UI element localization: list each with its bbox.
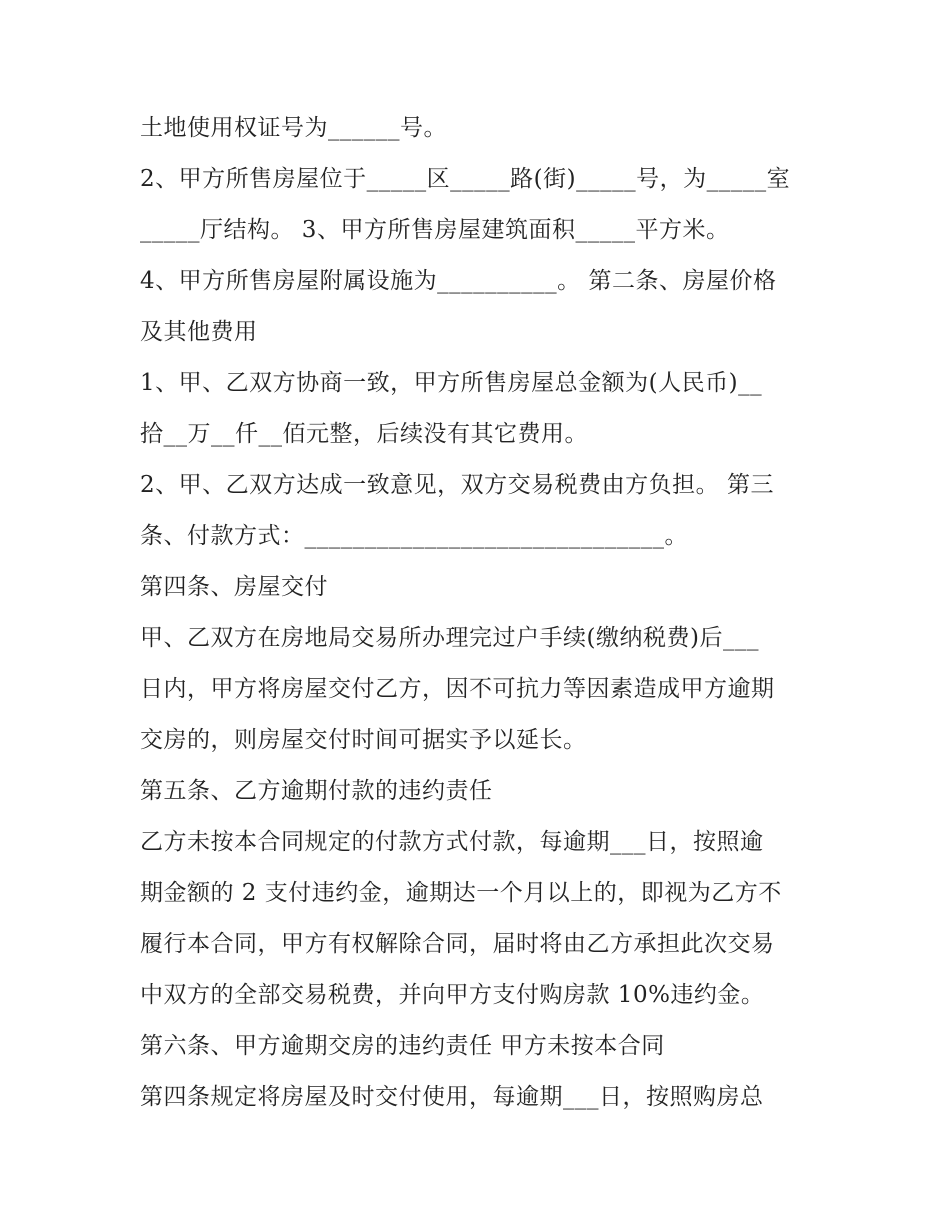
text-line-6: 1、甲、乙双方协商一致，甲方所售房屋总金额为(人民币)__ <box>140 370 763 396</box>
text-line-2: 2、甲方所售房屋位于_____区_____路(街)_____号，为_____室 <box>140 166 791 192</box>
section-heading-6: 第六条、甲方逾期交房的违约责任 甲方未按本合同 <box>140 1033 665 1059</box>
text-line-17: 履行本合同，甲方有权解除合同，届时将由乙方承担此次交易 <box>140 931 775 957</box>
text-line-13: 交房的，则房屋交付时间可据实予以延长。 <box>140 727 587 753</box>
text-line-12: 日内，甲方将房屋交付乙方，因不可抗力等因素造成甲方逾期 <box>140 676 775 702</box>
text-line-4: 4、甲方所售房屋附属设施为__________。 第二条、房屋价格 <box>140 268 777 294</box>
text-line-3: _____厅结构。 3、甲方所售房屋建筑面积_____平方米。 <box>140 217 730 243</box>
text-line-1: 土地使用权证号为______号。 <box>140 115 447 141</box>
section-heading-5: 第五条、乙方逾期付款的违约责任 <box>140 778 493 804</box>
text-line-20: 第四条规定将房屋及时交付使用，每逾期___日，按照购房总 <box>140 1084 764 1110</box>
text-line-11: 甲、乙双方在房地局交易所办理完过户手续(缴纳税费)后___ <box>140 625 759 651</box>
text-line-9: 条、付款方式：______________________________。 <box>140 523 688 549</box>
text-line-15: 乙方未按本合同规定的付款方式付款，每逾期___日，按照逾 <box>140 829 764 855</box>
text-line-5: 及其他费用 <box>140 319 258 345</box>
text-line-8: 2、甲、乙双方达成一致意见，双方交易税费由方负担。 第三 <box>140 472 774 498</box>
text-line-18: 中双方的全部交易税费，并向甲方支付购房款 10%违约金。 <box>140 982 765 1008</box>
text-line-16: 期金额的 2 支付违约金，逾期达一个月以上的，即视为乙方不 <box>140 880 782 906</box>
document-body <box>140 103 820 1123</box>
section-heading-4: 第四条、房屋交付 <box>140 574 328 600</box>
text-line-7: 拾__万__仟__佰元整，后续没有其它费用。 <box>140 421 588 447</box>
